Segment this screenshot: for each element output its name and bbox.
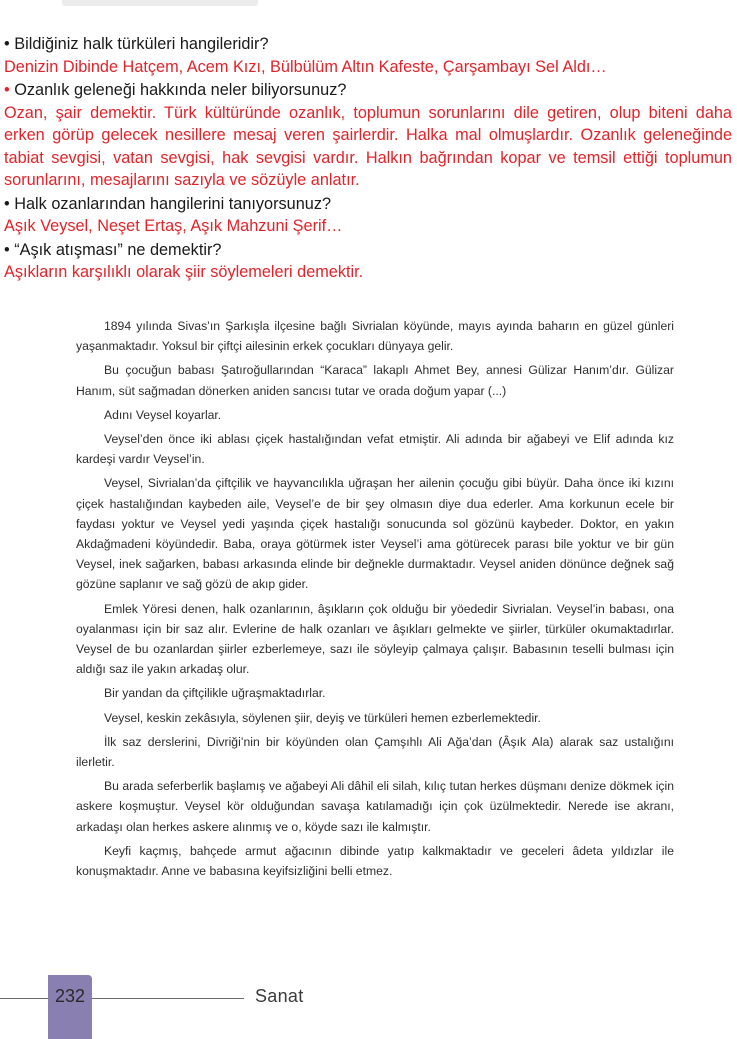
story-paragraph: Keyfi kaçmış, bahçede armut ağacının dibinde yatıp kalkmaktadır ve geceleri âdeta yıldızlar ile konuşmaktadır. Anne ve babasına keyifsizliğini belli etmez. — [76, 843, 674, 879]
question-answer-section — [4, 33, 732, 285]
answer-3: Aşık Veysel, Neşet Ertaş, Aşık Mahzuni Şerif… — [4, 217, 343, 235]
question-3-text: Halk ozanlarından hangilerini tanıyorsunuz? — [14, 194, 332, 213]
story-paragraph: Veysel, keskin zekâsıyla, söylenen şiir, deyiş ve türküleri hemen ezberlemektedir. — [104, 710, 541, 725]
footer-rule-left — [0, 998, 48, 999]
bullet: • — [4, 35, 10, 53]
answer-1: Denizin Dibinde Hatçem, Acem Kızı, Bülbülüm Altın Kafeste, Çarşambayı Sel Aldı… — [4, 57, 607, 76]
question-1-text: Bildiğiniz halk türküleri hangileridir? — [14, 35, 269, 53]
page-number-tab — [48, 975, 92, 1039]
story-paragraph: Veysel’den önce iki ablası çiçek hastalığından vefat etmiştir. Ali adında bir ağabeyi ve Elif adında kız kardeşi vardır Veysel’in. — [76, 432, 674, 467]
question-2 — [4, 79, 732, 102]
story-paragraph: Bir yandan da çiftçilikle uğraşmaktadırlar. — [104, 686, 326, 701]
question-2-text: Ozanlık geleneği hakkında neler biliyorsunuz? — [14, 81, 347, 99]
answer-2: Ozan, şair demektir. Türk kültüründe ozanlık, toplumun sorunlarını dile getiren, olup biteni daha erken görüp gelecek nesillere mesaj veren şairlerdir. Halka mal olmuşlardır. Ozanlık geleneğinde tabiat sevgisi, vatan sevgisi, hak sevgisi vardır. Halkın bağrından kopar ve temsil ettiği toplumun sorunlarını, mesajlarını sazıyla ve sözüyle anlatır. — [4, 103, 732, 189]
section-name: Sanat — [255, 986, 304, 1006]
footer-rule — [92, 998, 244, 999]
story-text — [76, 316, 674, 885]
bullet: • — [4, 240, 10, 259]
story-paragraph: Bu çocuğun babası Şatıroğullarından “Karaca” lakaplı Ahmet Bey, annesi Gülizar Hanım’dır. Gülizar Hanım, süt sağmadan dönerken aniden sancısı tutar ve orada doğum yapar (...) — [76, 363, 674, 398]
bullet: • — [4, 81, 10, 99]
page-number: 232 — [54, 986, 86, 1006]
story-paragraph: Adını Veysel koyarlar. — [104, 407, 222, 422]
story-paragraph: İlk saz derslerini, Divriği’nin bir köyünden olan Çamşıhlı Ali Ağa’dan (Âşık Ala) alarak saz ustalığını ilerletir. — [76, 734, 674, 770]
story-paragraph: Bu arada seferberlik başlamış ve ağabeyi Ali dâhil eli silah, kılıç tutan herkes düşmanı denize dökmek için askere koşmuştur. Veysel kör olduğundan savaşa katılamadığı için çok üzülmektedir. Nerede ise akranı, arkadaşı olan herkes askere alınmış ve o, köyde sazı ile kalmıştır. — [76, 779, 674, 834]
question-1 — [4, 33, 732, 56]
question-4-text: “Aşık atışması” ne demektir? — [14, 240, 222, 259]
top-tab-decoration — [62, 0, 258, 6]
story-paragraph: Veysel, Sivrialan’da çiftçilik ve hayvancılıkla uğraşan her ailenin çocuğu gibi büyür. Daha önce iki kızını çiçek hastalığından kaybeden aile, Veysel’e de bir şey olmasın diye dua ederler. Ama korkunun ecele bir faydası yoktur ve Veysel yedi yaşında çiçek hastalığı sonucunda sol gözünü kaybeder. Doktor, en yakın Akdağmadeni köyündedir. Baba, oraya götürmek ister Veysel’i ama götürecek parası bile yoktur ve bir gün Veysel, inek sağarken, babası arkasında elinde bir değnekle durmaktadır. Veysel aniden dönünce değnek sağ gözüne saplanır ve sağ gözü de akıp gider. — [76, 476, 674, 592]
story-paragraph: Emlek Yöresi denen, halk ozanlarının, âşıkların çok olduğu bir yöededir Sivrialan. Veysel’in babası, ona oyalanması için bir saz alır. Evlerine de halk ozanları ve âşıkları gelmekte ve şiirler, türküler okumaktadırlar. Veysel de bu ozanlardan şiirler ezberlemeye, sazı ile söyleyip çalmaya çalışır. Babasının teselli bulması için aldığı saz ile yakın arkadaş olur. — [76, 601, 674, 677]
bullet: • — [4, 194, 10, 213]
question-3 — [4, 193, 732, 216]
story-paragraph: 1894 yılında Sivas’ın Şarkışla ilçesine bağlı Sivrialan köyünde, mayıs ayında baharın en güzel günleri yaşanmaktadır. Yoksul bir çiftçi ailesinin erkek çocukları dünyaya gelir. — [76, 319, 674, 354]
question-4 — [4, 239, 732, 262]
answer-4: Aşıkların karşılıklı olarak şiir söylemeleri demektir. — [4, 263, 364, 281]
